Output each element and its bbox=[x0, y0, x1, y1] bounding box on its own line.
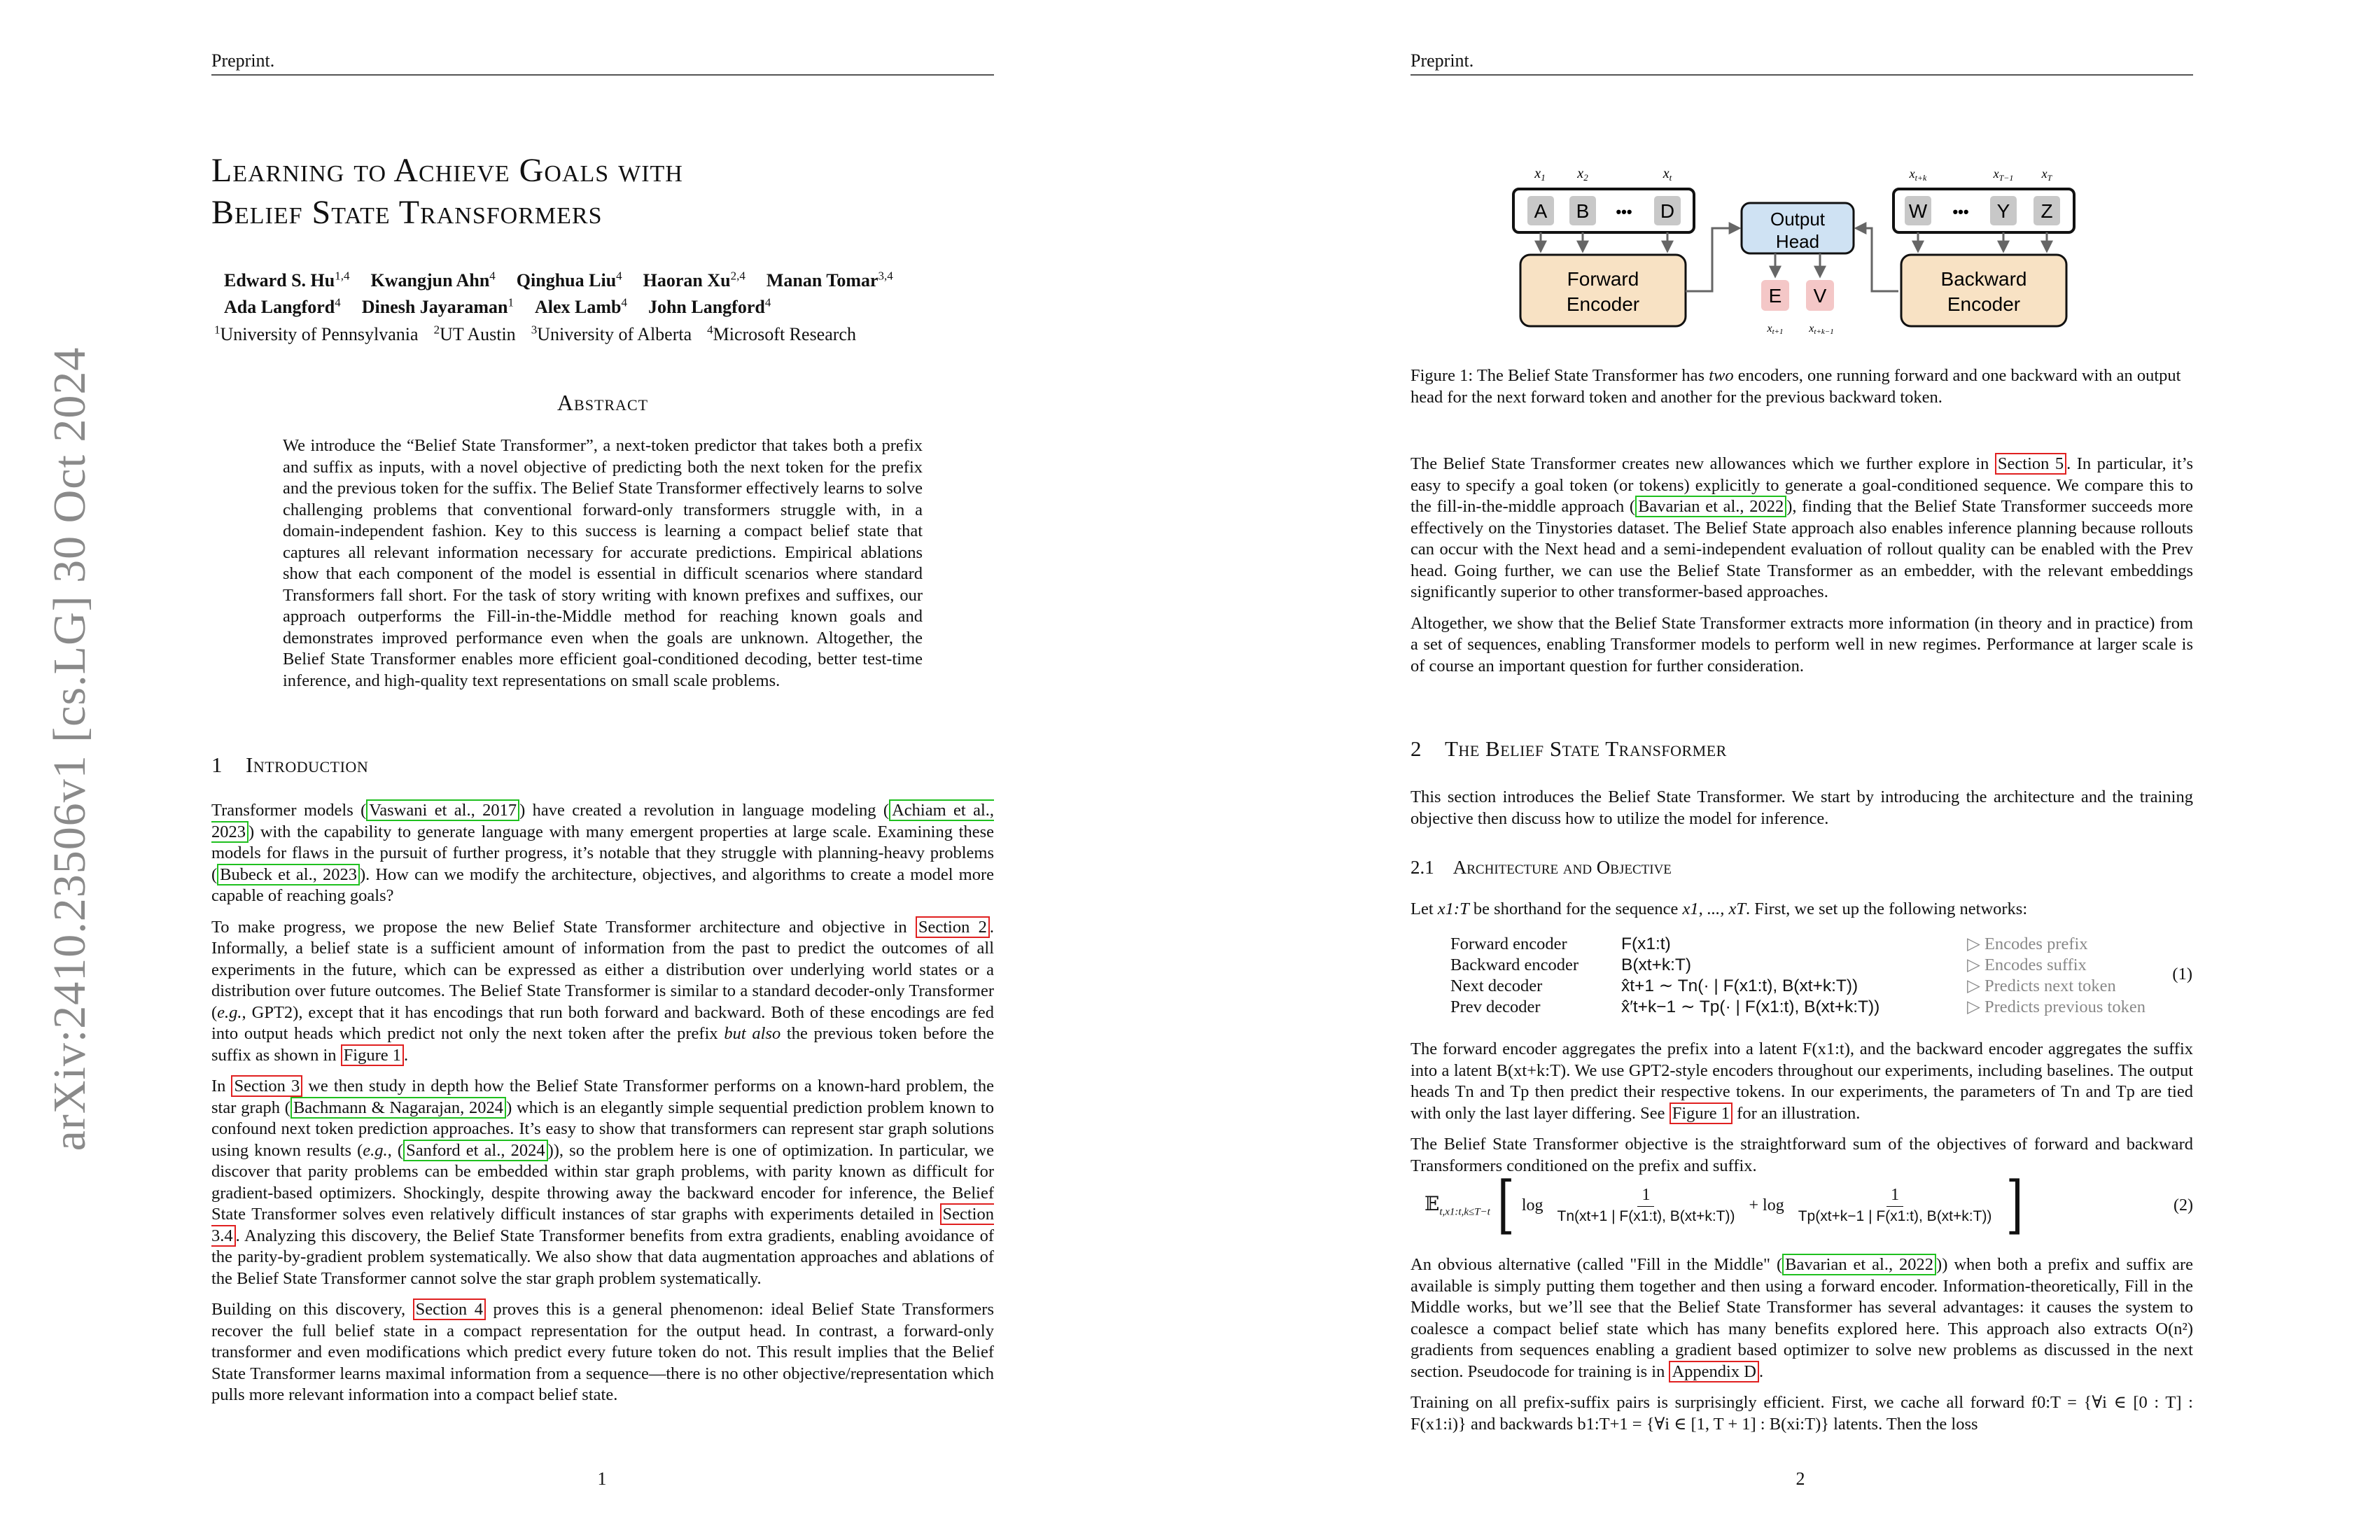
intro-body bbox=[211, 800, 994, 1416]
paragraph-encoders: The forward encoder aggregates the prefix into a latent F(x1:t), and the backward encoder aggregates the suffix into a latent B(xt+k:T). We use GPT2-style encoders throughout our experiments, including baselines. The output heads Tn and Tp then predict their respective tokens. In our experiments, the parameters of Tn and Tp are tied with only the last layer differing. See Figure 1 for an illustration. The Belief State Transformer objective is the straightforward sum of the objectives of forward and backward Transformers conditioned on the prefix and suffix. bbox=[1410, 1039, 2193, 1186]
paper-title bbox=[211, 150, 981, 234]
abstract-text: We introduce the “Belief State Transformer”, a next-token predictor that takes both a prefix and suffix as inputs, with a novel objective of predicting both the next token for the prefix and the previous token for the suffix. The Belief State Transformer effectively learns to solve challenging problems that conventional forward-only transformers struggle with, in a domain-independent fashion. Key to this success is learning a compact belief state that captures all relevant information necessary for accurate predictions. Empirical ablations show that each component of the model is essential in difficult scenarios where standard Transformers fall short. For the task of story writing with known prefixes and suffixes, our approach outperforms the Fill-in-the-Middle method for reaching known goals and demonstrates improved performance even when the goals are unknown. Altogether, the Belief State Transformer enables more efficient goal-conditioned decoding, better test-time inference, and high-quality text representations on small scale problems. bbox=[283, 436, 923, 690]
bracket-left: [ bbox=[1497, 1169, 1515, 1242]
section-link[interactable]: Section 3 bbox=[231, 1075, 302, 1097]
section-title: Introduction bbox=[246, 752, 369, 777]
section-link[interactable]: Section 5 bbox=[1995, 453, 2066, 475]
suffix-label-T1: $x_{T-1}$ bbox=[1993, 167, 2014, 183]
network-comment: ▷ Encodes prefix bbox=[1967, 934, 2088, 953]
network-comment: ▷ Encodes suffix bbox=[1967, 955, 2087, 974]
page-number-text: 2 bbox=[1795, 1469, 1805, 1489]
author: John Langford$^4$ bbox=[648, 295, 771, 318]
page2-intro-continued bbox=[1410, 454, 2193, 687]
expectation-symbol: 𝔼$_{t,x1:t,k\le T-t}$ bbox=[1424, 1194, 1490, 1218]
section-2-intro bbox=[1410, 787, 2193, 839]
log-text: log bbox=[1521, 1196, 1544, 1214]
equation-1-number: (1) bbox=[2172, 965, 2192, 983]
prefix-label-1: $x_1$ bbox=[1534, 166, 1546, 183]
page2-header bbox=[1410, 50, 2193, 76]
network-row bbox=[1450, 997, 2155, 1018]
abstract-heading-text: Abstract bbox=[556, 390, 649, 415]
title-line-1: Learning to Achieve Goals with bbox=[211, 152, 683, 189]
network-name: Next decoder bbox=[1450, 976, 1543, 995]
page1-header bbox=[211, 50, 994, 76]
header-text: Preprint. bbox=[211, 50, 275, 71]
subsection-title: Architecture and Objective bbox=[1452, 857, 1672, 878]
page-number-1 bbox=[588, 1469, 616, 1490]
networks-equation bbox=[1450, 934, 2192, 1018]
network-row bbox=[1450, 934, 2155, 955]
citation-link[interactable]: Sanford et al., 2024 bbox=[403, 1140, 548, 1161]
section-1-heading bbox=[211, 752, 981, 778]
citation-link[interactable]: Bachmann & Nagarajan, 2024 bbox=[290, 1097, 506, 1119]
author: Kwangjun Ahn$^4$ bbox=[370, 269, 496, 290]
network-comment: ▷ Predicts next token bbox=[1967, 976, 2116, 995]
paragraph-fim: An obvious alternative (called "Fill in the Middle" ( Bavarian et al., 2022 )) when both a prefix and suffix are available is simply putting them together and then using a forward encoder. Information-theoretically, Fill in the Middle works, but we’ll see that the Belief State Transformer has several advantages: it causes the system to coalesce a compact belief state which has many benefits explored here. This approach also extracts O(n²) gradients from sequences enabling a gradient based optimizer to solve new problems as discussed in the next section. Pseudocode for training is in Appendix D . Training on all prefix-suffix pairs is surprisingly efficient. First, we cache all forward f0:T = {∀i ∈ [0 : T] : F(x1:i)} and backwards b1:T+1 = {∀i ∈ [1, T + 1] : B(xi:T)} latents. Then the loss bbox=[1410, 1254, 2193, 1445]
suffix-ellipsis: ••• bbox=[1952, 203, 1969, 220]
intro-paragraph-4: Building on this discovery, Section 4 proves this is a general phenomenon: ideal Belief State Transformers recover the full belief state in a compact representation for the output head. In contrast, a forward-only transformer and even modifications which predict every future token do not. This result implies that the Belief State Transformer learns maximal information from a sequence—there is no other objective/representation which pulls more relevant information into a compact belief state. bbox=[211, 1300, 994, 1404]
bracket-right: ] bbox=[2005, 1169, 2024, 1242]
suffix-label-tk: $x_{t+k}$ bbox=[1909, 167, 1927, 183]
affiliation: $^4$Microsoft Research bbox=[707, 323, 856, 344]
paragraph-networks-intro: Let x1:T be shorthand for the sequence x1, ..., xT. First, we set up the following networks: bbox=[1410, 899, 2028, 918]
forward-encoder-label-1: Forward bbox=[1567, 268, 1639, 290]
affiliation: $^1$University of Pennsylvania bbox=[214, 323, 419, 344]
forward-encoder-label-2: Encoder bbox=[1566, 293, 1640, 315]
intro-paragraph-2: To make progress, we propose the new Belief State Transformer architecture and objective in Section 2 . Informally, a belief state is a sufficient amount of information from the past to predict the outcomes of all experiments in the future, which can be expressed as either a distribution over underlying world states or a distribution over future outcomes. The Belief State Transformer is similar to a standard decoder-only Transformer (e.g., GPT2), except that it has encodings that run both forward and backward. Both of these encodings are fed into output heads which predict not only the next token after the prefix but also the previous token before the suffix as shown in Figure 1 . bbox=[211, 917, 994, 1065]
paragraph-section-intro: This section introduces the Belief State Transformer. We start by introducing the architecture and the training objective then discuss how to utilize the model for inference. bbox=[1410, 788, 2193, 828]
backward-encoder-label-2: Encoder bbox=[1947, 293, 2021, 315]
section-link[interactable]: Section 3.4 bbox=[211, 1205, 994, 1245]
suffix-label-T: $x_T$ bbox=[2041, 167, 2052, 183]
prefix-ellipsis: ••• bbox=[1616, 203, 1632, 220]
subsection-2-1-heading bbox=[1410, 857, 2180, 878]
figure-link[interactable]: Figure 1 bbox=[341, 1044, 404, 1066]
figure-1-caption: Figure 1: The Belief State Transformer has two encoders, one running forward and one backward with an output head for the next forward token and another for the previous backward token. bbox=[1410, 366, 2181, 407]
output-token-E-label: E bbox=[1768, 285, 1782, 307]
network-name: Prev decoder bbox=[1450, 997, 1541, 1016]
figure-1-diagram bbox=[1505, 161, 2135, 343]
paragraph-altogether: Altogether, we show that the Belief State Transformer extracts more information (in theory and in practice) from a set of sequences, enabling Transformer models to perform well in new regimes. Performance at larger scale is of course an important question for further consideration. bbox=[1410, 613, 2193, 676]
author: Edward S. Hu$^{1,4}$ bbox=[224, 269, 350, 290]
section-2-heading bbox=[1410, 736, 2180, 762]
network-expression: x̂t+1 ∼ Tn(· | F(x1:t), B(xt+k:T)) bbox=[1621, 976, 1858, 995]
prefix-label-2: $x_2$ bbox=[1577, 166, 1588, 183]
network-expression: B(xt+k:T) bbox=[1621, 955, 1692, 974]
paragraph-objective: The Belief State Transformer objective is the straightforward sum of the objectives of forward and backward Transformers conditioned on the prefix and suffix. bbox=[1410, 1135, 2193, 1175]
section-number: 1 bbox=[211, 752, 223, 777]
token-W-label: W bbox=[1908, 200, 1928, 222]
networks-table bbox=[1450, 934, 2155, 1018]
affiliation: $^3$University of Alberta bbox=[531, 323, 692, 344]
author: Qinghua Liu$^4$ bbox=[516, 269, 622, 290]
fraction-prev: $\frac{1}{Tp(xt+k-1 | F(x1:t), B(xt+k:T))}$ bbox=[1798, 1186, 1992, 1224]
prefix-label-t: $x_t$ bbox=[1662, 166, 1672, 183]
output-label-prev: xt+k−1 bbox=[1809, 323, 1834, 336]
network-expression: x̂′t+k−1 ∼ Tp(· | F(x1:t), B(xt+k:T)) bbox=[1621, 997, 1880, 1016]
arxiv-stamp-text: arXiv:2410.23506v1 [cs.LG] 30 Oct 2024 bbox=[44, 346, 95, 1152]
paragraph-training: Training on all prefix-suffix pairs is surprisingly efficient. First, we cache all forward f0:T = {∀i ∈ [0 : T] : F(x1:i)} and backwards b1:T+1 = {∀i ∈ [1, T + 1] : B(xi:T)} latents. Then the loss bbox=[1410, 1393, 2193, 1434]
authors-line-2 bbox=[224, 292, 1008, 319]
forward-encoder-box bbox=[1520, 255, 1686, 326]
network-name: Backward encoder bbox=[1450, 955, 1578, 974]
fraction-next: $\frac{1}{Tn(xt+1 | F(x1:t), B(xt+k:T))}$ bbox=[1557, 1186, 1735, 1224]
abstract-body bbox=[283, 435, 923, 692]
equation-2-number: (2) bbox=[2174, 1196, 2193, 1214]
citation-link[interactable]: Vaswani et al., 2017 bbox=[366, 799, 519, 821]
section-link[interactable]: Section 2 bbox=[916, 916, 990, 938]
subsection-number: 2.1 bbox=[1410, 857, 1434, 878]
intro-paragraph-1: Transformer models ( Vaswani et al., 2017 ) have created a revolution in language modeling ( Achiam et al., 2023 ) with the capability to generate language with many emergent properties at large scale. Examining these models for flaws in the pursuit of further progress, it’s notable that they struggle with planning-heavy problems ( Bubeck et al., 2023 ). How can we modify the architecture, objectives, and algorithms to create a model more capable of reaching goals? bbox=[211, 801, 995, 905]
token-B-label: B bbox=[1576, 200, 1590, 222]
affiliation: $^2$UT Austin bbox=[433, 323, 516, 344]
author: Alex Lamb$^4$ bbox=[534, 295, 627, 318]
backward-encoder-box bbox=[1901, 255, 2066, 326]
network-expression: F(x1:t) bbox=[1621, 934, 1671, 953]
plus-log-text: + log bbox=[1749, 1196, 1784, 1214]
citation-link[interactable]: Bavarian et al., 2022 bbox=[1782, 1254, 1936, 1275]
affiliations bbox=[214, 318, 1008, 346]
citation-link[interactable]: Achiam et al., 2023 bbox=[211, 801, 995, 841]
token-Z-label: Z bbox=[2040, 200, 2053, 222]
author: Ada Langford$^4$ bbox=[224, 295, 341, 318]
output-label-next: xt+1 bbox=[1767, 323, 1784, 336]
paragraph-allowances: The Belief State Transformer creates new allowances which we further explore in Section 5 . In particular, it’s easy to specify a goal token (or tokens) explicitly to generate a goal-conditioned sequence. We compare this to the fill-in-the-middle approach ( Bavarian et al., 2022 ), finding that the Belief State Transformer succeeds more effectively on the Tinystories dataset. The Belief State approach also enables inference planning because rollouts can occur with the Next head and a semi-independent evaluation of rollout quality can be enabled with the Prev head. Going further, we can use the Belief State Transformer as an embedder, with the relevant embeddings significantly superior to other transformer-based approaches. bbox=[1410, 454, 2193, 601]
appendix-link[interactable]: Appendix D bbox=[1669, 1361, 1758, 1382]
author: Manan Tomar$^{3,4}$ bbox=[766, 269, 893, 290]
page-number-text: 1 bbox=[597, 1469, 607, 1489]
intro-paragraph-3: In Section 3 we then study in depth how the Belief State Transformer performs on a known-hard problem, the star graph ( Bachmann & Nagarajan, 2024 ) which is an elegantly simple sequential prediction problem known to confound next token prediction approaches. It’s easy to show that transformers can represent star graph solutions using known results (e.g., ( Sanford et al., 2024 )), so the problem here is one of optimization. In particular, we discover that parity problems can be embedded within star graph problems, with parity known as difficult for gradient-based optimizers. Shockingly, despite throwing away the backward encoder for inference, the Belief State Transformer solves even relatively difficult instances of star graphs with experiments detailed in Section 3.4 . Analyzing this discovery, the Belief State Transformer benefits from extra gradients, enabling avoidance of the parity-by-gradient problem systematically. We also show that data augmentation approaches and ablations of the Belief State Transformer cannot solve the star graph problem systematically. bbox=[211, 1077, 994, 1288]
abstract-heading bbox=[211, 390, 994, 416]
page-number-2 bbox=[1786, 1469, 1814, 1490]
output-head-label-1: Output bbox=[1770, 209, 1826, 230]
token-Y-label: Y bbox=[1996, 200, 2010, 222]
backward-encoder-label-1: Backward bbox=[1940, 268, 2027, 290]
arxiv-stamp bbox=[28, 346, 112, 1152]
author: Dinesh Jayaraman$^1$ bbox=[361, 295, 514, 318]
architecture-diagram-svg bbox=[1505, 161, 2135, 343]
section-link[interactable]: Section 4 bbox=[413, 1298, 486, 1320]
equation-2 bbox=[1424, 1169, 2193, 1242]
header-text: Preprint. bbox=[1410, 50, 1474, 71]
network-name: Forward encoder bbox=[1450, 934, 1567, 953]
figure-link[interactable]: Figure 1 bbox=[1670, 1102, 1732, 1124]
token-A-label: A bbox=[1534, 200, 1548, 222]
author-list bbox=[214, 265, 1008, 346]
section-title: The Belief State Transformer bbox=[1445, 736, 1727, 761]
author: Haoran Xu$^{2,4}$ bbox=[643, 269, 746, 290]
network-comment: ▷ Predicts previous token bbox=[1967, 997, 2146, 1016]
citation-link[interactable]: Bubeck et al., 2023 bbox=[217, 864, 360, 886]
network-row bbox=[1450, 955, 2155, 976]
network-row bbox=[1450, 976, 2155, 997]
authors-line-1 bbox=[224, 265, 1008, 292]
title-line-2: Belief State Transformers bbox=[211, 194, 603, 231]
section-number: 2 bbox=[1410, 736, 1422, 761]
output-token-V-label: V bbox=[1813, 285, 1827, 307]
citation-link[interactable]: Bavarian et al., 2022 bbox=[1635, 496, 1786, 517]
token-D-label: D bbox=[1660, 200, 1675, 222]
output-head-label-2: Head bbox=[1775, 231, 1820, 252]
